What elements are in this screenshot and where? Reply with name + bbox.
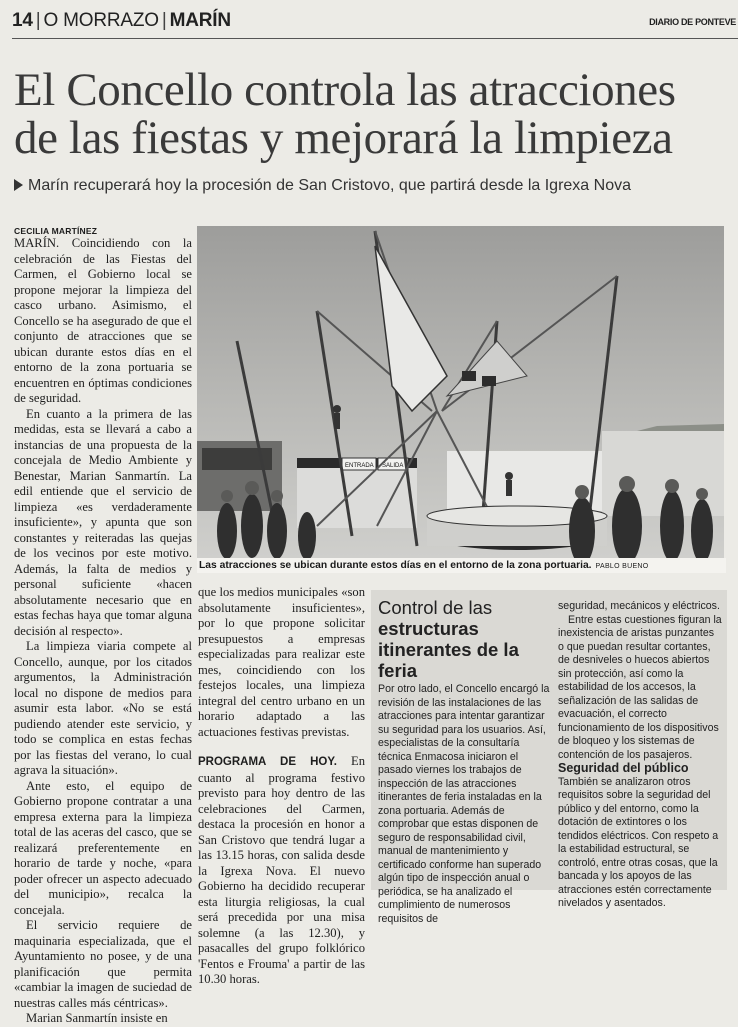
subsection-name: MARÍN <box>169 10 231 31</box>
article-column-1 <box>14 236 192 1027</box>
author-byline: CECILIA MARTÍNEZ <box>14 226 98 236</box>
paragraph: MARÍN. Coincidiendo con la celebración de las Fiestas del Carmen, el Gobierno local se propone mejorar la limpieza del casco urbano. Asimismo, el Concello se ha asegurado de que el conjunto de atracciones que se ubican durante estos días en el entorno de la zona portuaria se encuentren en óptimas condiciones de seguridad. <box>14 236 192 405</box>
page-number: 14 <box>12 10 33 31</box>
article-photo <box>197 226 724 558</box>
entrada-sign: ENTRADA <box>345 463 374 469</box>
sidebar-title-bold: estructuras itinerantes de la feria <box>378 618 519 681</box>
paragraph: En cuanto a la primera de las medidas, esta se llevará a cabo a instancias de una propuesta de la concejala de Medio Ambiente y Benestar, Marian Sanmartín. La edil entiende que el servicio de limpieza «es verdaderamente insuficiente», y apunta que son constantes y reiteradas las quejas de los vecinos por este motivo. Además, la falta de medios y personal suficiente «hacen absolutamente necesario que en estas fechas haya que tomar alguna decisión al respecto». <box>14 406 192 638</box>
paragraph: PROGRAMA DE HOY. En cuanto al programa festivo previsto para hoy dentro de las celebraciones del Carmen, destaca la procesión en honor a San Cristovo que tendrá lugar a las 13.15 horas, con salida desde la Igrexa Nova. El nuevo Gobierno ha decidido recuperar esta liturgia religiosas, la cual será precedida por una misa solemne (a las 12.30), y pasacalles del grupo folklórico 'Fentos e Frouma' a partir de las 10.30 horas. <box>198 754 366 986</box>
headline: El Concello controla las atracciones de las fiestas y mejorará la limpieza <box>14 64 676 164</box>
paragraph: También se analizaron otros requisitos sobre la seguridad del público y del entorno, como la dotación de extintores o los tendidos eléctricos. Con respeto a la estabilidad estructural, se controló, entre otras cosas, que la bancada y los apoyos de las atracciones estén correctamente nivelados y asentados. <box>558 775 719 909</box>
sidebar-title-line1: Control de las <box>378 597 493 618</box>
subheadline-row <box>14 177 631 195</box>
article-column-2 <box>198 585 365 988</box>
photo-caption <box>197 558 726 573</box>
triangle-bullet-icon <box>14 179 23 191</box>
sidebar-column-1 <box>378 683 554 926</box>
sidebar-title <box>378 597 558 681</box>
subheadline: Marín recuperará hoy la procesión de San Cristovo, que partirá desde la Igrexa Nova <box>28 177 631 194</box>
sidebar-column-2 <box>558 600 722 911</box>
section-name: O MORRAZO <box>43 10 159 31</box>
newspaper-brand: DIARIO DE PONTEVE <box>649 17 736 27</box>
header-rule <box>12 38 738 39</box>
paragraph: que los medios municipales «son absolutamente insuficientes», por lo que propone solicitar presupuestos a empresas especializadas para realizar este mes, coincidiendo con los festejos locales, una limpieza integral del centro urbano en un horario adaptado a las actuaciones festivas previstas. <box>198 585 365 739</box>
paragraph: Por otro lado, el Concello encargó la revisión de las instalaciones de las atracciones para intentar garantizar su seguridad para los usuarios. Así, especialistas de la consultaría técnica Enmacosa iniciaron el pasado viernes los trabajos de inspección de las atracciones itinerantes de feria instaladas en la zona portuaria. Además de comprobar que estas disponen de seguro de responsabilidad civil, manual de mantenimiento y certificado conforme han superado algún tipo de inspección anual o periódica, se ha analizado el cumplimiento de numerosos requisitos de <box>378 683 550 925</box>
page-header: 14 | O MORRAZO | MARÍN <box>12 10 231 31</box>
salida-sign: SALIDA <box>382 463 404 469</box>
dateline: MARÍN. <box>14 236 60 250</box>
paragraph: Ante esto, el equipo de Gobierno propone contratar a una empresa externa para la limpieza total de las aceras del casco, que se realizará preferentemente en horario de tarde y noche, «para poder ofrecer un aspecto adecuado del municipio», recalca la concejala. <box>14 778 192 917</box>
program-heading: PROGRAMA DE HOY. <box>198 756 337 768</box>
fairground-photo <box>197 226 724 558</box>
paragraph: El servicio requiere de maquinaria especializada, que el Ayuntamiento no posee, y de una planificación que permita «cambiar la imagen de suciedad de nuestras calles más céntricas». <box>14 918 192 1010</box>
paragraph: Marian Sanmartín insiste en <box>26 1011 168 1025</box>
caption-text: Las atracciones se ubican durante estos días en el entorno de la zona portuaria. <box>199 560 592 571</box>
photo-credit: PABLO BUENO <box>595 563 649 570</box>
paragraph: Entre estas cuestiones figuran la inexistencia de aristas punzantes o que puedan resultar cortantes, de desniveles o huecos abiertos sin protección, así como la estabilidad de los accesos, la señalización de las salidas de evacuación, el correcto funcionamiento de los dispositivos de bloqueo y los sistemas de contención de los pasajeros. <box>558 613 722 761</box>
sidebar-subheading: Seguridad del público <box>558 761 689 775</box>
paragraph: seguridad, mecánicos y eléctricos. <box>558 600 720 612</box>
paragraph: La limpieza viaria compete al Concello, aunque, por los citados argumentos, la Administración local no dispone de medios para asumir esta labor. «No se está pudiendo atender este servicio, y todo se complica en estas fechas por las fiestas del verano, lo cual agrava la situación». <box>14 639 192 777</box>
